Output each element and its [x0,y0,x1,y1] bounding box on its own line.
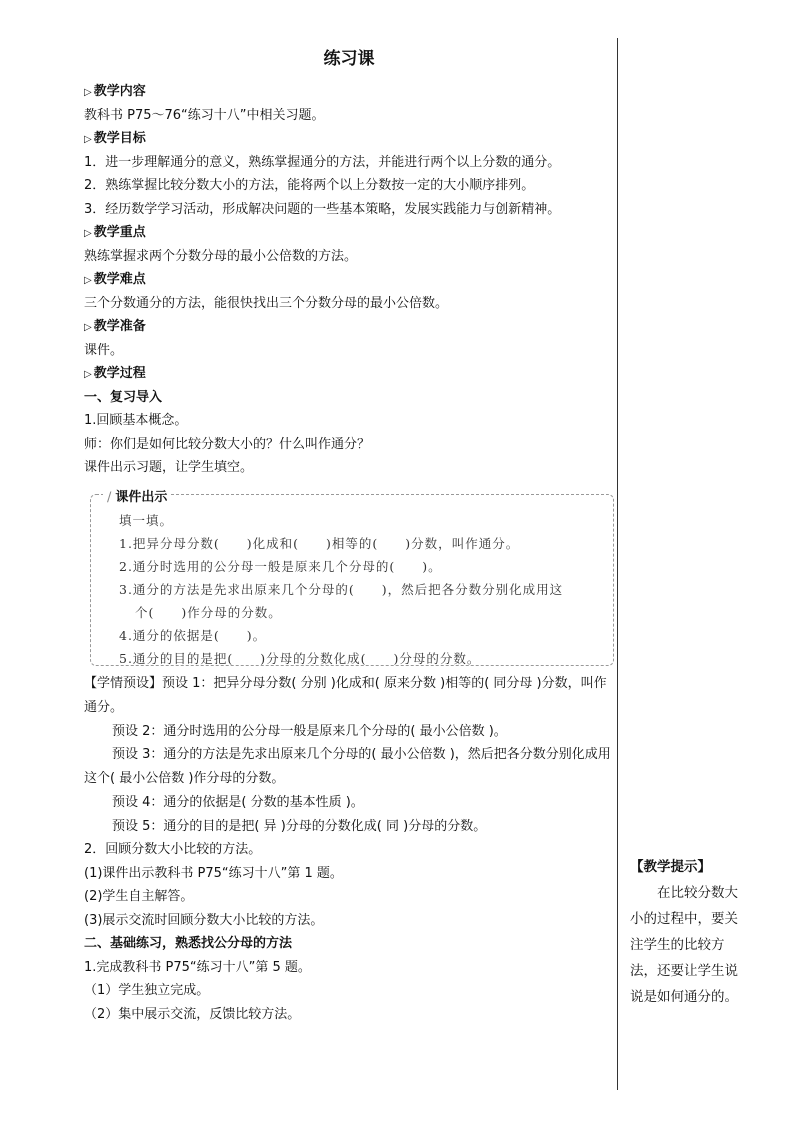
section-text: 三个分数通分的方法，能很快找出三个分数分母的最小公倍数。 [84,295,449,311]
text-line: 2．回顾分数大小比较的方法。 [84,842,262,857]
exercise-item-continued: 个( )作分母的分数。 [135,604,282,620]
text-line: (2)学生自主解答。 [84,889,194,904]
preset-answer: 预设 4：通分的依据是( 分数的基本性质 )。 [112,795,364,810]
teaching-tip [630,854,740,1010]
goal-item: 3．经历数学学习活动，形成解决问题的一些基本策略，发展实践能力与创新精神。 [84,201,561,217]
triangle-marker-icon: ▷ [84,275,92,286]
text-line: 1.完成教科书 P75“练习十八”第 5 题。 [84,959,311,975]
goal-item: 2．熟练掌握比较分数大小的方法，能将两个以上分数按一定的大小顺序排列。 [84,178,535,193]
exercise-item: 4.通分的依据是( )。 [119,627,267,643]
courseware-box [90,489,614,666]
page-title: 练习课 [323,49,375,69]
section-heading: ▷ 教学重点 [84,225,146,240]
courseware-tag: ∕ 课件出示 [103,486,171,505]
exercise-intro: 填一填。 [119,512,174,528]
text-line: (3)展示交流时回顾分数大小比较的方法。 [84,912,324,928]
exercise-item: 2.通分时选用的公分母一般是原来几个分母的( )。 [119,558,442,574]
text-line: (1)课件出示教科书 P75“练习十八”第 1 题。 [84,865,343,881]
preset-answer: 预设 3：通分的方法是先求出原来几个分母的( 最小公倍数 )，然后把各分数分别化成用这个( 最小公倍数 )作分母的分数。 [84,747,611,786]
preset-answer: 预设 5：通分的目的是把( 异 )分母的分数化成( 同 )分母的分数。 [112,818,487,834]
slash-decoration-icon: ∕ [107,489,112,505]
part-heading: 二、基础练习，熟悉找公分母的方法 [84,936,293,951]
exercise-item: 3.通分的方法是先求出原来几个分母的( )，然后把各分数分别化成用这 [119,581,564,597]
section-heading: ▷ 教学目标 [84,131,146,146]
lesson-plan [84,46,614,1026]
text-line: （1）学生独立完成。 [84,983,210,998]
text-line: （2）集中展示交流，反馈比较方法。 [84,1006,301,1022]
section-text: 课件。 [84,342,124,358]
preset-answer: 【学情预设】预设 1：把异分母分数( 分别 )化成和( 原来分数 )相等的( 同分母 )分数，叫作通分。 [84,675,607,715]
triangle-marker-icon: ▷ [84,369,92,380]
exercise-item: 5.通分的目的是把( )分母的分数化成( )分母的分数。 [119,650,481,666]
triangle-marker-icon: ▷ [84,134,92,145]
part-heading: 一、复习导入 [84,389,163,405]
tip-heading: 【教学提示】 [630,859,711,875]
goal-item: 1．进一步理解通分的意义，熟练掌握通分的方法，并能进行两个以上分数的通分。 [84,154,561,170]
triangle-marker-icon: ▷ [84,228,92,239]
margin-divider-line [617,38,618,1090]
courseware-content [119,509,609,670]
text-line: 1.回顾基本概念。 [84,413,188,428]
section-heading: ▷ 教学准备 [84,319,146,334]
exercise-item: 1.把异分母分数( )化成和( )相等的( )分数，叫作通分。 [119,535,520,551]
text-line: 师：你们是如何比较分数大小的？什么叫作通分？ [84,436,371,452]
section-text: 教科书 P75～76“练习十八”中相关习题。 [84,107,325,123]
section-heading: ▷ 教学难点 [84,272,146,287]
triangle-marker-icon: ▷ [84,322,92,333]
tip-text: 在比较分数大小的过程中，要关注学生的比较方法，还要让学生说说是如何通分的。 [630,885,738,1005]
section-text: 熟练掌握求两个分数分母的最小公倍数的方法。 [84,248,358,264]
triangle-marker-icon: ▷ [84,87,92,98]
section-heading: ▷ 教学过程 [84,366,146,381]
text-line: 课件出示习题，让学生填空。 [84,460,254,475]
section-heading: ▷ 教学内容 [84,84,146,99]
preset-answer: 预设 2：通分时选用的公分母一般是原来几个分母的( 最小公倍数 )。 [112,723,507,739]
